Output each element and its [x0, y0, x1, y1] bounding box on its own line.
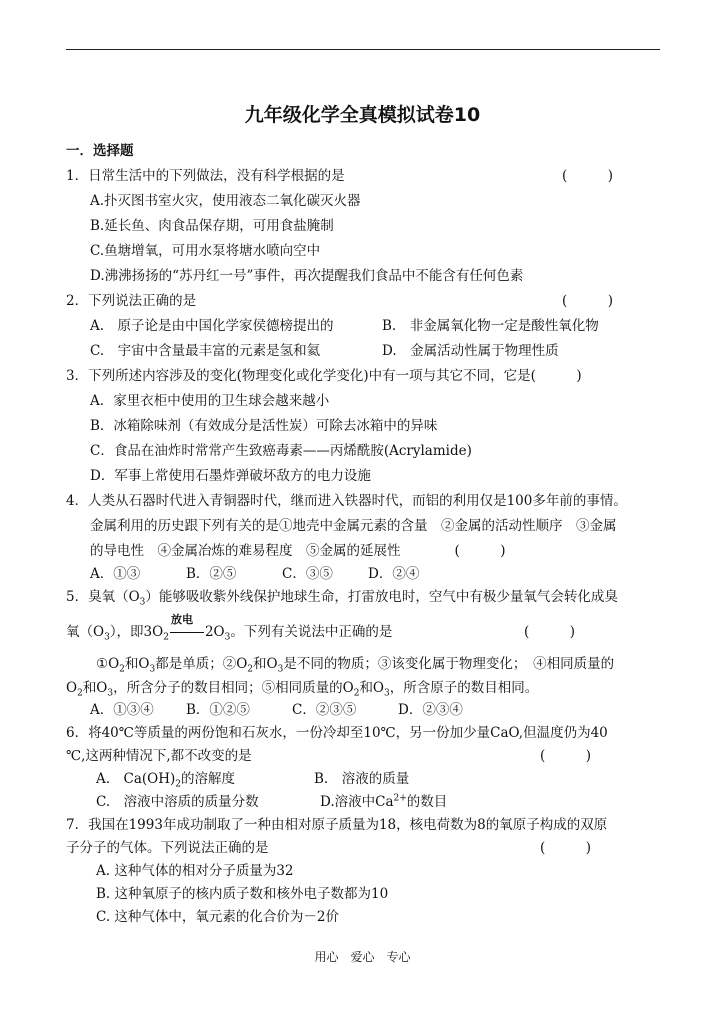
q5-statements-line2: $O_2$和$O_3$，所含分子的数目相同；⑤相同质量的$O_2$和$O_3$，所含原子的数目相同。 — [66, 680, 539, 699]
q2-answer-blank: ( ) — [562, 293, 614, 309]
page-title: 九年级化学全真模拟试卷10 — [244, 104, 481, 126]
q2-option-a: A. 原子论是由中国化学家侯德榜提出的 — [90, 318, 334, 334]
q1-option-b: B.延长鱼、肉食品保存期，可用食盐腌制 — [90, 218, 334, 234]
q1-answer-blank: ( ) — [562, 168, 614, 184]
reaction-arrow: 放电 — [169, 624, 205, 640]
q3-stem: 3．下列所述内容涉及的变化(物理变化或化学变化)中有一项与其它不同，它是( ) — [66, 368, 582, 384]
q5-answer-blank: ( ) — [524, 624, 576, 640]
q4-stem-line1: 4．人类从石器时代进入青铜器时代，继而进入铁器时代，而铝的利用仅是100多年前的事情。 — [66, 493, 627, 509]
q7-option-a: A. 这种气体的相对分子质量为32 — [96, 863, 294, 879]
q2-stem: 2．下列说法正确的是 — [66, 293, 197, 309]
q4-option-b: B．②⑤ — [186, 566, 237, 582]
q6-stem-line2: ℃,这两种情况下,都不改变的是 — [66, 748, 252, 764]
q7-option-b: B. 这种氧原子的核内质子数和核外电子数都为10 — [96, 886, 389, 902]
q3-option-c: C．食品在油炸时常常产生致癌毒素——丙烯酰胺(Acrylamide) — [90, 443, 472, 459]
q7-stem-line2: 子分子的气体。下列说法正确的是 — [66, 840, 269, 856]
q1-option-a: A.扑灭图书室火灾，使用液态二氧化碳灭火器 — [90, 193, 361, 209]
q6-stem-line1: 6．将40℃等质量的两份饱和石灰水，一份冷却至10℃，另一份加少量CaO,但温度仍为40 — [66, 725, 608, 741]
q4-option-a: A．①③ — [90, 566, 141, 582]
q6-option-d: D.溶液中$Ca^{2+}$的数目 — [320, 793, 448, 810]
q4-option-c: C．③⑤ — [282, 566, 333, 582]
q6-option-a: A. $Ca(OH)_2$的溶解度 — [96, 771, 236, 790]
q1-option-d: D.沸沸扬扬的“苏丹红一号”事件，再次提醒我们食品中不能含有任何色素 — [90, 268, 524, 284]
q2-option-d: D. 金属活动性属于物理性质 — [382, 343, 559, 359]
q5-option-a: A．①③④ — [90, 702, 154, 718]
q3-option-a: A．家里衣柜中使用的卫生球会越来越小 — [90, 393, 330, 409]
section-heading: 一．选择题 — [66, 143, 134, 159]
q5-option-d: D．②③④ — [398, 702, 463, 718]
page-footer: 用心 爱心 专心 — [314, 950, 411, 964]
q6-option-b: B. 溶液的质量 — [314, 771, 410, 787]
q4-stem-line3: 的导电性 ④金属冶炼的难易程度 ⑤金属的延展性 ( ) — [90, 543, 506, 559]
q4-option-d: D．②④ — [368, 566, 420, 582]
q5-stem-line1: 5．臭氧$(O_3)$能够吸收紫外线保护地球生命，打雷放电时，空气中有极少量氧气会转化成臭 — [66, 589, 618, 608]
q2-option-b: B. 非金属氧化物一定是酸性氧化物 — [382, 318, 599, 334]
q4-stem-line2: 金属利用的历史跟下列有关的是①地壳中金属元素的含量 ②金属的活动性顺序 ③金属 — [90, 518, 617, 534]
q3-option-b: B．冰箱除味剂（有效成分是活性炭）可除去冰箱中的异味 — [90, 418, 438, 434]
q7-answer-blank: ( ) — [540, 840, 592, 856]
q6-option-c: C. 溶液中溶质的质量分数 — [96, 794, 259, 810]
q1-stem: 1．日常生活中的下列做法，没有科学根据的是 — [66, 168, 345, 184]
header-rule — [66, 49, 660, 50]
q5-statements-line1: $①O_2$和$O_3$都是单质；$②O_2$和$O_3$是不同的物质；③该变化属于物理变化； ④相同质量的 — [96, 656, 615, 675]
q2-option-c: C. 宇宙中含量最丰富的元素是氢和氦 — [90, 343, 321, 359]
q3-option-d: D．军事上常使用石墨炸弹破坏敌方的电力设施 — [90, 468, 371, 484]
q5-option-b: B．①②⑤ — [186, 702, 250, 718]
q5-option-c: C．②③⑤ — [292, 702, 357, 718]
q1-option-c: C.鱼塘增氧，可用水泵将塘水喷向空中 — [90, 243, 321, 259]
q5-stem-line2: 氧$(O_3)$，即$3O_2$ 放电 $2O_3$。下列有关说法中正确的是 — [66, 613, 393, 643]
q6-answer-blank: ( ) — [540, 748, 592, 764]
q7-stem-line1: 7．我国在1993年成功制取了一种由相对原子质量为18，核电荷数为8的氧原子构成的双原 — [66, 817, 608, 833]
q7-option-c: C. 这种气体中，氧元素的化合价为－2价 — [96, 909, 340, 925]
